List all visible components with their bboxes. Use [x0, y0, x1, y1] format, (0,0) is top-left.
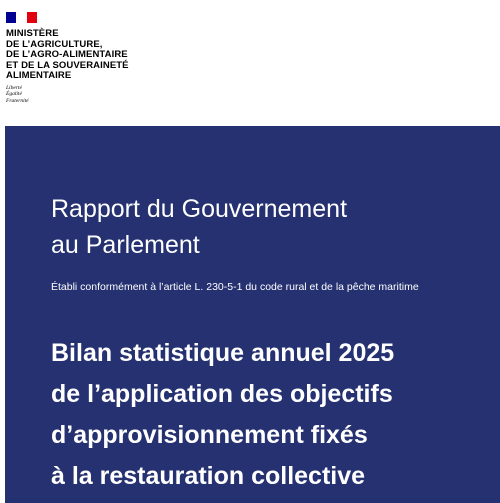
- ministry-logo: [6, 12, 129, 104]
- report-title-line: au Parlement: [51, 231, 200, 259]
- motto-line: Fraternité: [6, 97, 29, 104]
- motto-line: Liberté: [6, 84, 22, 91]
- republic-motto: [6, 85, 129, 105]
- main-title-line: d’approvisionnement fixés: [51, 421, 368, 449]
- ministry-name-line: DE L’AGRO-ALIMENTAIRE: [6, 49, 128, 60]
- ministry-name-line: DE L’AGRICULTURE,: [6, 38, 103, 50]
- flag-red-stripe: [27, 12, 37, 23]
- flag-white-stripe: [16, 12, 26, 23]
- report-title-line: Rapport du Gouvernement: [51, 195, 348, 223]
- main-title: [51, 333, 394, 497]
- main-title-line: à la restauration collective: [51, 462, 366, 490]
- french-flag-icon: [6, 12, 37, 23]
- motto-line: Égalité: [6, 91, 22, 97]
- main-title-line: Bilan statistique annuel 2025: [51, 339, 395, 367]
- flag-blue-stripe: [6, 12, 16, 23]
- main-title-line: de l’application des objectifs: [51, 380, 393, 408]
- ministry-name-line: ET DE LA SOUVERAINETÉ: [6, 59, 129, 71]
- ministry-name-line: MINISTÈRE: [6, 28, 59, 39]
- legal-reference: Établi conformément à l’article L. 230-5-1 du code rural et de la pêche maritime: [51, 281, 419, 293]
- report-title: [51, 191, 347, 263]
- ministry-name: [6, 29, 129, 82]
- ministry-name-line: ALIMENTAIRE: [6, 70, 72, 81]
- cover-panel: [5, 126, 500, 503]
